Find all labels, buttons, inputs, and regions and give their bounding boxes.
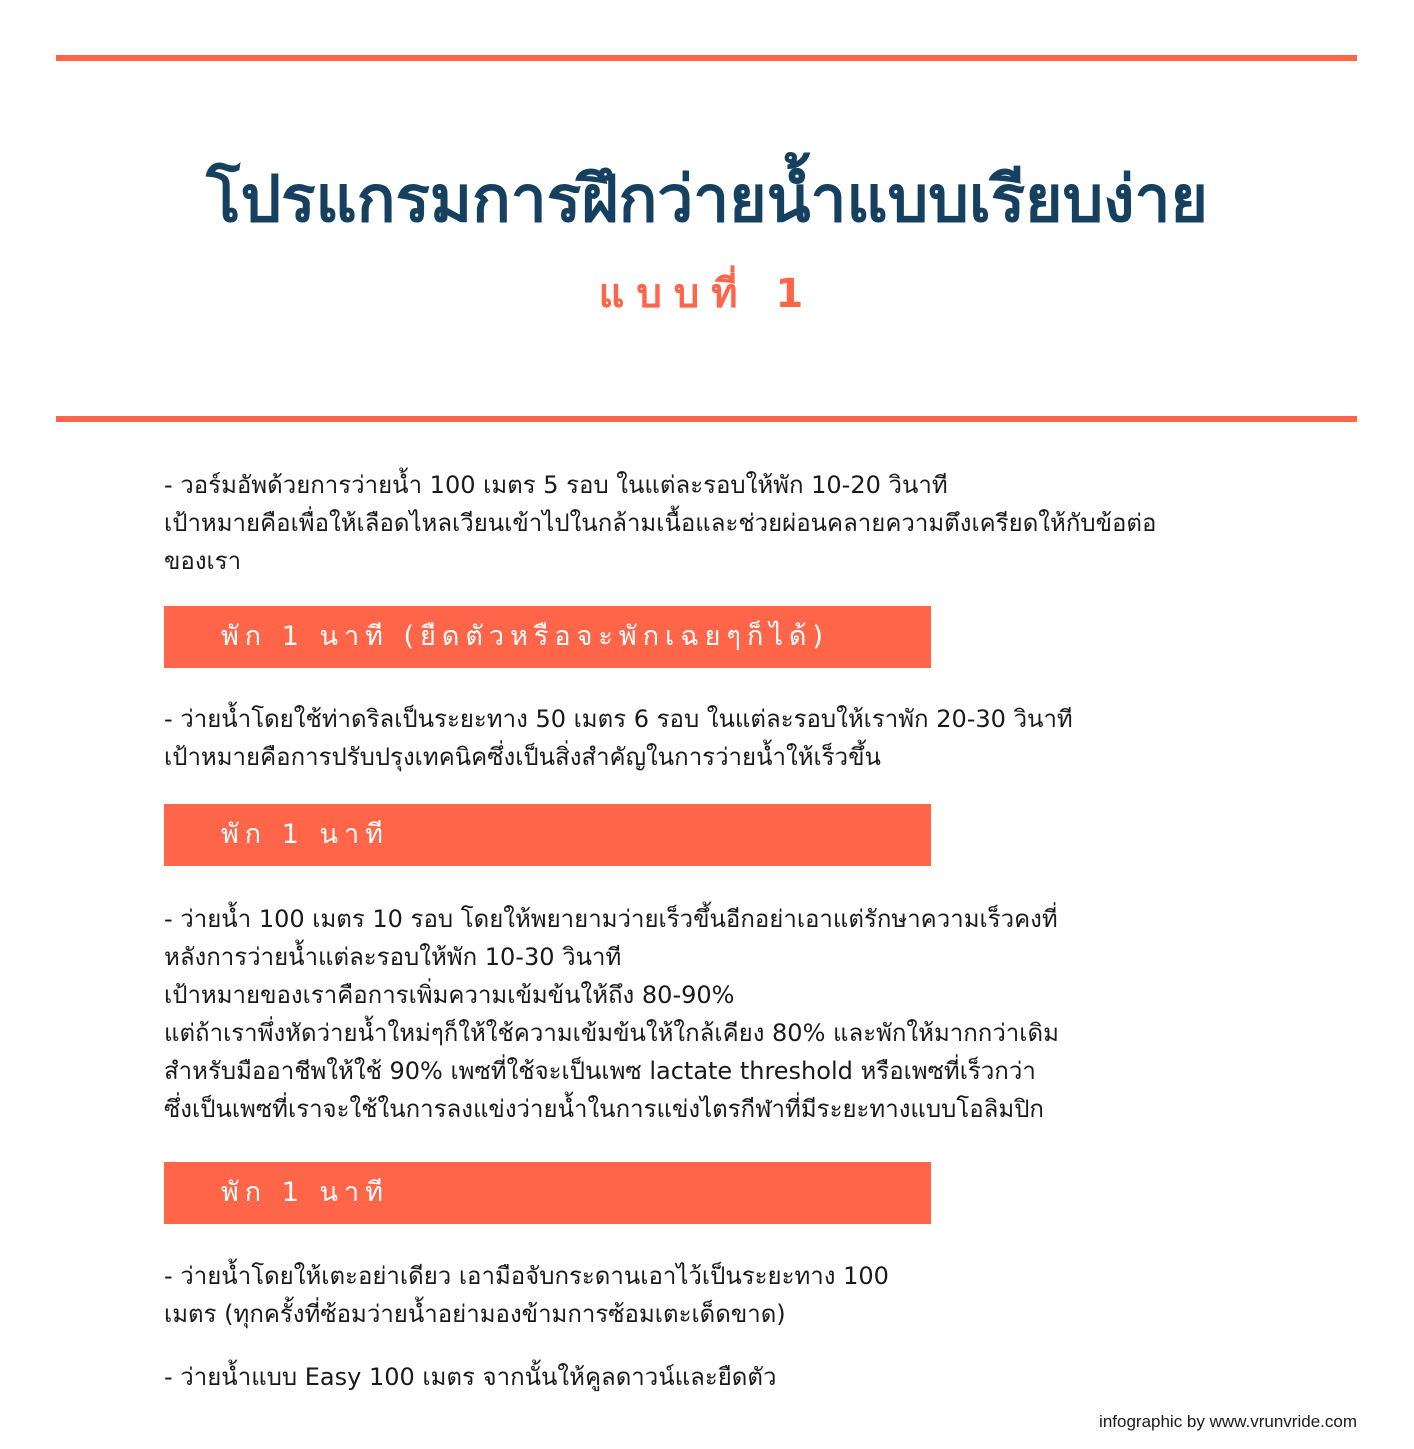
step-line: เป้าหมายคือเพื่อให้เลือดไหลเวียนเข้าไปในกล้ามเนื้อและช่วยผ่อนคลายความตึงเครียดให้กับข้อต่อ — [164, 509, 1157, 537]
step-line: เป้าหมายของเราคือการเพิ่มความเข้มข้นให้ถึง 80-90% — [164, 981, 735, 1009]
step-line: เป้าหมายคือการปรับปรุงเทคนิคซึ่งเป็นสิ่งสำคัญในการว่ายน้ำให้เร็วขึ้น — [164, 743, 881, 771]
rest-bar-2: พัก 1 นาที — [164, 804, 931, 866]
step-line: แต่ถ้าเราพึ่งหัดว่ายน้ำใหม่ๆก็ให้ใช้ความเข้มข้นให้ใกล้เคียง 80% และพักให้มากกว่าเดิม — [164, 1019, 1059, 1047]
top-divider — [56, 55, 1357, 61]
step-warmup — [164, 466, 1274, 580]
step-line: หลังการว่ายน้ำแต่ละรอบให้พัก 10-30 วินาที — [164, 943, 622, 971]
page-title: โปรแกรมการฝึกว่ายน้ำแบบเรียบง่าย — [206, 163, 1208, 237]
step-main-set — [164, 900, 1274, 1128]
step-line: - ว่ายน้ำโดยใช้ท่าดริลเป็นระยะทาง 50 เมตร 6 รอบ ในแต่ละรอบให้เราพัก 20-30 วินาที — [164, 705, 1073, 733]
step-line: - ว่ายน้ำแบบ Easy 100 เมตร จากนั้นให้คูลดาวน์และยืดตัว — [164, 1363, 777, 1391]
rest-bar-3: พัก 1 นาที — [164, 1162, 931, 1224]
credit-text: infographic by www.vrunvride.com — [1099, 1412, 1357, 1431]
step-line: สำหรับมืออาชีพให้ใช้ 90% เพซที่ใช้จะเป็นเพซ lactate threshold หรือเพซที่เร็วกว่า — [164, 1057, 1036, 1085]
step-line: ของเรา — [164, 547, 242, 575]
header-divider — [56, 416, 1357, 422]
step-drill — [164, 700, 1274, 776]
rest-bar-1: พัก 1 นาที (ยืดตัวหรือจะพักเฉยๆก็ได้) — [164, 606, 931, 668]
step-line: ซึ่งเป็นเพซที่เราจะใช้ในการลงแข่งว่ายน้ำในการแข่งไตรกีฬาที่มีระยะทางแบบโอลิมปิก — [164, 1095, 1044, 1123]
step-kick — [164, 1257, 1274, 1333]
step-line: - ว่ายน้ำโดยให้เตะอย่าเดียว เอามือจับกระดานเอาไว้เป็นระยะทาง 100 — [164, 1262, 889, 1290]
step-line: - ว่ายน้ำ 100 เมตร 10 รอบ โดยให้พยายามว่ายเร็วขึ้นอีกอย่าเอาแต่รักษาความเร็วคงที่ — [164, 905, 1058, 933]
step-cooldown — [164, 1358, 1274, 1396]
step-line: เมตร (ทุกครั้งที่ซ้อมว่ายน้ำอย่ามองข้ามการซ้อมเตะเด็ดขาด) — [164, 1300, 786, 1328]
step-line: - วอร์มอัพด้วยการว่ายน้ำ 100 เมตร 5 รอบ ในแต่ละรอบให้พัก 10-20 วินาที — [164, 471, 948, 499]
page-subtitle: แบบที่ 1 — [598, 271, 816, 317]
